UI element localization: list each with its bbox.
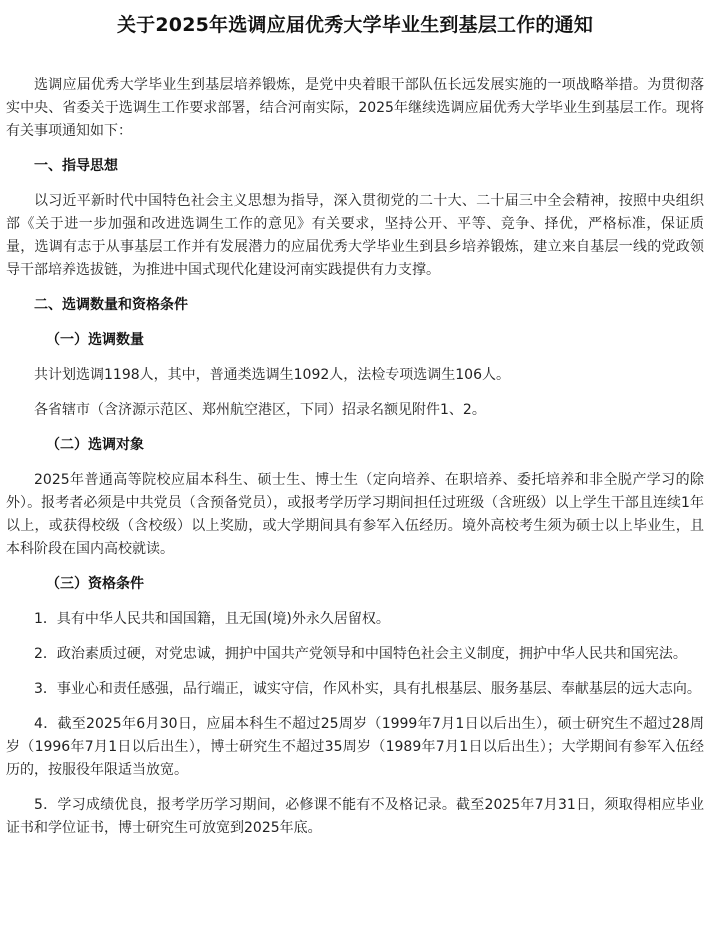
intro-paragraph: 选调应届优秀大学毕业生到基层培养锻炼，是党中央着眼干部队伍长远发展实施的一项战略举措。为贯彻落实中央、省委关于选调生工作要求部署，结合河南实际，2025年继续选调应届优秀大学毕业生到基层工作。现将有关事项通知如下： <box>6 77 704 139</box>
qualification-item-5: 5．学习成绩优良，报考学历学习期间，必修课不能有不及格记录。截至2025年7月31日，须取得相应毕业证书和学位证书，博士研究生可放宽到2025年底。 <box>6 797 704 836</box>
qualification-item-2: 2．政治素质过硬，对党忠诚，拥护中国共产党领导和中国特色社会主义制度，拥护中华人民共和国宪法。 <box>34 646 687 662</box>
qualification-item-4: 4．截至2025年6月30日，应届本科生不超过25周岁（1999年7月1日以后出生），硕士研究生不超过28周岁（1996年7月1日以后出生），博士研究生不超过35周岁（1989年7月1日以后出生）；大学期间有参军入伍经历的，按服役年限适当放宽。 <box>6 716 704 778</box>
page-title: 关于2025年选调应届优秀大学毕业生到基层工作的通知 <box>116 14 594 36</box>
qualification-item-1: 1．具有中华人民共和国国籍，且无国(境)外永久居留权。 <box>34 611 390 627</box>
section-heading-quota-and-qualifications: 二、选调数量和资格条件 <box>34 297 188 313</box>
quota-paragraph: 共计划选调1198人，其中，普通类选调生1092人，法检专项选调生106人。 <box>34 367 510 383</box>
subsection-heading-targets: （二）选调对象 <box>46 437 144 453</box>
targets-paragraph: 2025年普通高等院校应届本科生、硕士生、博士生（定向培养、在职培养、委托培养和非全脱产学习的除外）。报考者必须是中共党员（含预备党员），或报考学历学习期间担任过班级（含班级）以上学生干部且连续1年以上，或获得校级（含校级）以上奖励，或大学期间具有参军入伍经历。境外高校考生须为硕士以上毕业生，且本科阶段在国内高校就读。 <box>6 472 704 557</box>
subsection-heading-quota: （一）选调数量 <box>46 332 144 348</box>
qualification-item-3: 3．事业心和责任感强，品行端正，诚实守信，作风朴实，具有扎根基层、服务基层、奉献基层的远大志向。 <box>34 681 701 697</box>
section-heading-guiding-ideology: 一、指导思想 <box>34 158 118 174</box>
subsection-heading-qualifications: （三）资格条件 <box>46 576 144 592</box>
quota-attachment-paragraph: 各省辖市（含济源示范区、郑州航空港区，下同）招录名额见附件1、2。 <box>34 402 486 418</box>
guiding-ideology-paragraph: 以习近平新时代中国特色社会主义思想为指导，深入贯彻党的二十大、二十届三中全会精神，按照中央组织部《关于进一步加强和改进选调生工作的意见》有关要求，坚持公开、平等、竞争、择优，严格标准，保证质量，选调有志于从事基层工作并有发展潜力的应届优秀大学毕业生到县乡培养锻炼，建立来自基层一线的党政领导干部培养选拔链，为推进中国式现代化建设河南实践提供有力支撑。 <box>6 193 704 278</box>
